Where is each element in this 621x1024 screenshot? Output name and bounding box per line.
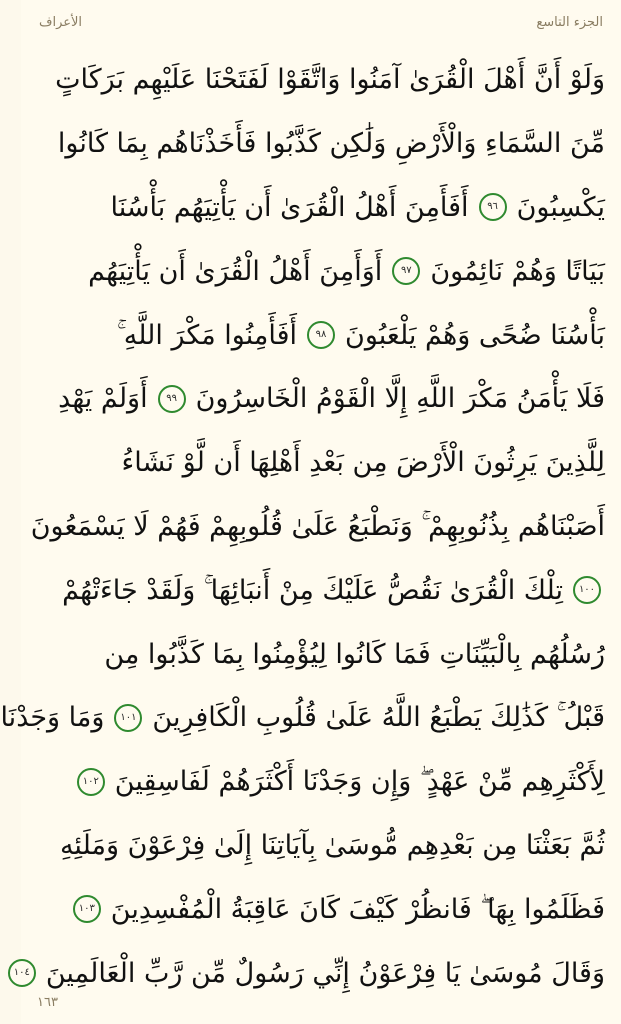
text-line-8 (30, 495, 605, 559)
ayah-number-marker-icon: ٩٩ (158, 385, 186, 413)
text-line-14 (37, 877, 605, 941)
line-text: رُسُلُهُم بِالْبَيِّنَاتِ فَمَا كَانُوا لِيُؤْمِنُوا بِمَا كَذَّبُوا مِن (104, 638, 605, 670)
text-line-1 (37, 48, 605, 112)
verse-text: وَمَا وَجَدْنَا (0, 702, 105, 734)
ayah-number-marker-icon: ١٠١ (114, 704, 142, 732)
line-text: وَلَوْ أَنَّ أَهْلَ الْقُرَىٰ آمَنُوا وَاتَّقَوْا لَفَتَحْنَا عَلَيْهِم بَرَكَاتٍ (55, 64, 605, 96)
ayah-number-marker-icon: ١٠٤ (8, 959, 36, 987)
text-line-5 (37, 303, 605, 367)
verse-text: أَفَأَمِنَ أَهْلُ الْقُرَىٰ أَن يَأْتِيَهُم بَأْسُنَا (110, 191, 469, 223)
verse-text: تِلْكَ الْقُرَىٰ نَقُصُّ عَلَيْكَ مِنْ أَنبَائِهَا ۚ وَلَقَدْ جَاءَتْهُمْ (62, 574, 563, 606)
ayah-number-marker-icon: ٩٦ (479, 193, 507, 221)
juz-label: الجزء التاسع (536, 14, 603, 30)
line-text (4, 959, 605, 987)
quran-text (0, 48, 605, 1005)
ayah-number-marker-icon: ١٠٣ (73, 895, 101, 923)
text-line-10 (37, 622, 605, 686)
text-line-13 (37, 814, 605, 878)
line-text (111, 193, 606, 221)
verse-text: بَأْسُنَا ضُحًى وَهُمْ يَلْعَبُونَ (345, 319, 605, 351)
ayah-number-marker-icon: ٩٧ (392, 257, 420, 285)
text-line-4 (37, 239, 605, 303)
verse-text: أَوَأَمِنَ أَهْلُ الْقُرَىٰ أَن يَأْتِيَهُم (88, 255, 383, 287)
ayah-number-marker-icon: ٩٨ (307, 321, 335, 349)
text-line-6 (37, 367, 605, 431)
ayah-number-marker-icon: ١٠٠ (573, 576, 601, 604)
text-line-2 (37, 112, 605, 176)
line-text (88, 257, 605, 285)
text-line-15 (13, 941, 605, 1005)
verse-text: بَيَاتًا وَهُمْ نَائِمُونَ (430, 255, 605, 287)
verse-text: قَبْلُ ۚ كَذَٰلِكَ يَطْبَعُ اللَّهُ عَلَىٰ قُلُوبِ الْكَافِرِينَ (152, 702, 605, 734)
line-text (117, 321, 605, 349)
text-line-12 (37, 750, 605, 814)
verse-text: فَظَلَمُوا بِهَا ۖ فَانظُرْ كَيْفَ كَانَ عَاقِبَةُ الْمُفْسِدِينَ (110, 893, 605, 925)
surah-label: الأعراف (39, 14, 83, 30)
verse-text: وَقَالَ مُوسَىٰ يَا فِرْعَوْنُ إِنِّي رَسُولٌ مِّن رَّبِّ الْعَالَمِينَ (45, 957, 605, 989)
line-text: أَصَبْنَاهُم بِذُنُوبِهِمْ ۚ وَنَطْبَعُ عَلَىٰ قُلُوبِهِمْ فَهُمْ لَا يَسْمَعُونَ (30, 510, 605, 542)
line-text: مِّنَ السَّمَاءِ وَالْأَرْضِ وَلَٰكِن كَذَّبُوا فَأَخَذْنَاهُم بِمَا كَانُوا (57, 128, 605, 160)
line-text: لِلَّذِينَ يَرِثُونَ الْأَرْضَ مِن بَعْدِ أَهْلِهَا أَن لَّوْ نَشَاءُ (121, 447, 605, 479)
text-line-9 (37, 558, 605, 622)
line-text (73, 768, 605, 796)
text-line-7 (37, 431, 605, 495)
page-header (39, 10, 603, 34)
text-line-3 (37, 176, 605, 240)
ayah-number-marker-icon: ١٠٢ (77, 768, 105, 796)
verse-text: يَكْسِبُونَ (516, 191, 605, 223)
verse-text: أَفَأَمِنُوا مَكْرَ اللَّهِ ۚ (116, 319, 297, 351)
line-text (58, 385, 605, 413)
verse-text: أَوَلَمْ يَهْدِ (58, 383, 148, 415)
line-text (69, 895, 605, 923)
page-number: ١٦٣ (37, 995, 58, 1010)
verse-text: فَلَا يَأْمَنُ مَكْرَ اللَّهِ إِلَّا الْقَوْمُ الْخَاسِرُونَ (195, 383, 605, 415)
text-line-11 (0, 686, 605, 750)
line-text (0, 704, 605, 732)
line-text: ثُمَّ بَعَثْنَا مِن بَعْدِهِم مُّوسَىٰ بِآيَاتِنَا إِلَىٰ فِرْعَوْنَ وَمَلَئِهِ (59, 829, 605, 861)
verse-text: لِأَكْثَرِهِم مِّنْ عَهْدٍ ۖ وَإِن وَجَدْنَا أَكْثَرَهُمْ لَفَاسِقِينَ (114, 766, 605, 798)
line-text (62, 576, 605, 604)
